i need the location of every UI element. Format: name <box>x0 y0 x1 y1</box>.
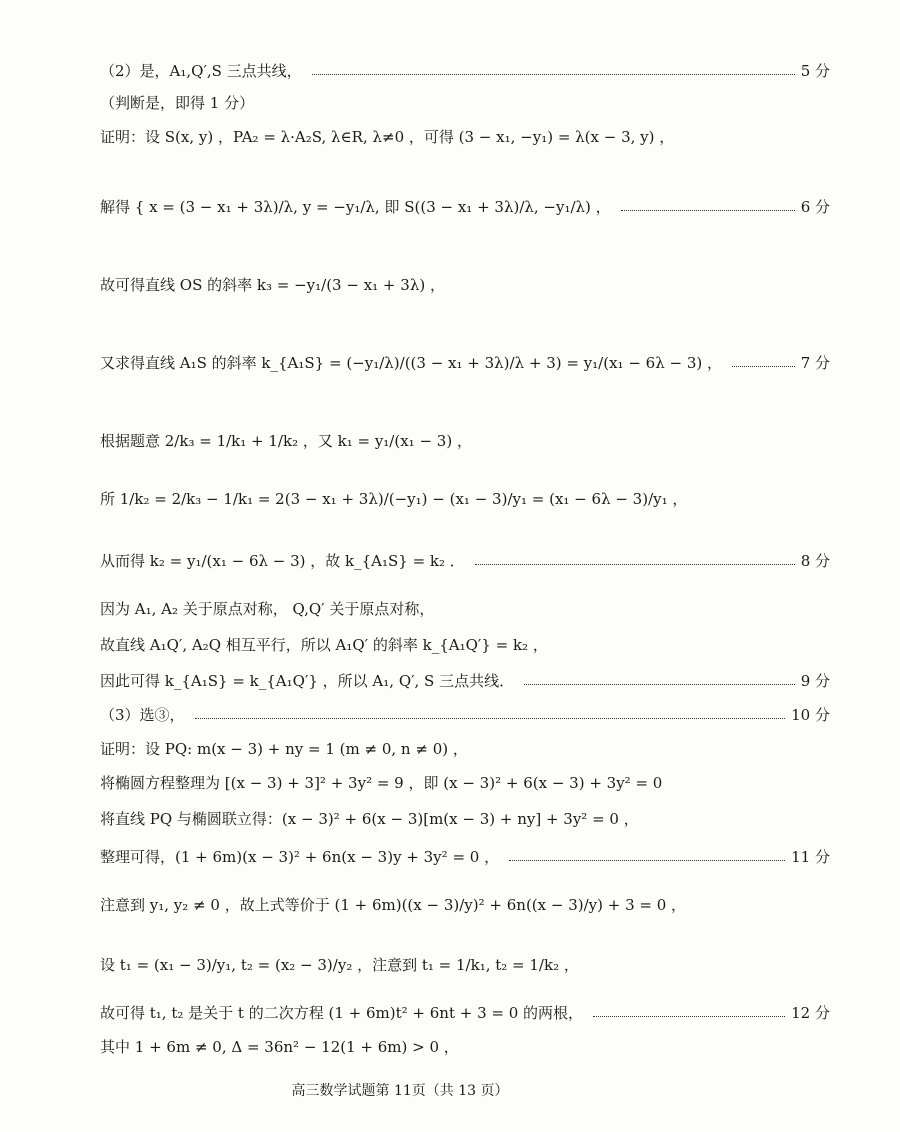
solution-line <box>0 184 900 228</box>
line-text: 将椭圆方程整理为 [(x − 3) + 3]² + 3y² = 9 ，即 (x − 3)² + 6(x − 3) + 3y² = 0 <box>100 773 663 792</box>
line-text: 故直线 A₁Q′, A₂Q 相互平行，所以 A₁Q′ 的斜率 k_{A₁Q′} = k₂ ， <box>100 635 548 654</box>
line-text: 又求得直线 A₁S 的斜率 k_{A₁S} = (−y₁/λ)/((3 − x₁ + 3λ)/λ + 3) = y₁/(x₁ − 6λ − 3) ， <box>100 353 722 372</box>
score-label: 8 分 <box>800 551 830 570</box>
score-label: 7 分 <box>800 353 830 372</box>
line-text: 因为 A₁, A₂ 关于原点对称， Q,Q′ 关于原点对称， <box>100 599 435 618</box>
line-text: 设 t₁ = (x₁ − 3)/y₁, t₂ = (x₂ − 3)/y₂ ，注意到 t₁ = 1/k₁, t₂ = 1/k₂ ， <box>100 955 579 974</box>
solution-line <box>0 114 900 158</box>
line-text: 因此可得 k_{A₁S} = k_{A₁Q′} ，所以 A₁, Q′, S 三点共线． <box>100 671 515 690</box>
dot-leader <box>621 210 795 211</box>
solution-line <box>0 882 900 926</box>
page-footer: 高三数学试题第 11页（共 13 页） <box>291 1083 509 1099</box>
dot-leader <box>732 366 795 367</box>
dot-leader <box>509 860 785 861</box>
score-label: 10 分 <box>791 705 830 724</box>
line-text: 根据题意 2/k₃ = 1/k₁ + 1/k₂ ，又 k₁ = y₁/(x₁ − 3) ， <box>100 431 472 450</box>
dot-leader <box>195 718 786 719</box>
solution-line <box>0 262 900 306</box>
line-text: （3）选③， <box>100 705 185 724</box>
line-text: （2）是，A₁,Q′,S 三点共线， <box>100 61 302 80</box>
dot-leader <box>593 1016 785 1017</box>
line-text: 所 1/k₂ = 2/k₃ − 1/k₁ = 2(3 − x₁ + 3λ)/(−y₁) − (x₁ − 3)/y₁ = (x₁ − 6λ − 3)/y₁ ， <box>100 489 688 508</box>
solution-line <box>0 1024 900 1068</box>
solution-line <box>0 538 900 582</box>
score-label: 5 分 <box>800 61 830 80</box>
line-text: 证明：设 S(x, y) ，PA₂ = λ·A₂S, λ∈R, λ≠0 ，可得 (3 − x₁, −y₁) = λ(x − 3, y) ， <box>100 127 675 146</box>
solution-line <box>0 834 900 878</box>
score-label: 9 分 <box>800 671 830 690</box>
line-text: 解得 { x = (3 − x₁ + 3λ)/λ, y = −y₁/λ, 即 S((3 − x₁ + 3λ)/λ, −y₁/λ) ， <box>100 197 611 216</box>
score-label: 11 分 <box>791 847 830 866</box>
line-text: 注意到 y₁, y₂ ≠ 0 ，故上式等价于 (1 + 6m)((x − 3)/y)² + 6n((x − 3)/y) + 3 = 0 ， <box>100 895 687 914</box>
solution-line <box>0 340 900 384</box>
solution-line <box>0 476 900 520</box>
line-text: 证明：设 PQ: m(x − 3) + ny = 1 (m ≠ 0, n ≠ 0) ， <box>100 739 468 758</box>
solution-line <box>0 418 900 462</box>
line-text: 将直线 PQ 与椭圆联立得：(x − 3)² + 6(x − 3)[m(x − 3) + ny] + 3y² = 0 ， <box>100 809 639 828</box>
dot-leader <box>475 564 795 565</box>
line-text: （判断是，即得 1 分） <box>100 93 255 112</box>
line-text: 故可得 t₁, t₂ 是关于 t 的二次方程 (1 + 6m)t² + 6nt + 3 = 0 的两根， <box>100 1003 584 1022</box>
line-text: 整理可得，(1 + 6m)(x − 3)² + 6n(x − 3)y + 3y² = 0 ， <box>100 847 500 866</box>
score-label: 6 分 <box>800 197 830 216</box>
line-text: 其中 1 + 6m ≠ 0, Δ = 36n² − 12(1 + 6m) > 0 ， <box>100 1037 459 1056</box>
dot-leader <box>312 74 795 75</box>
dot-leader <box>524 684 795 685</box>
solution-line <box>0 942 900 986</box>
line-text: 故可得直线 OS 的斜率 k₃ = −y₁/(3 − x₁ + 3λ) ， <box>100 275 445 294</box>
line-text: 从而得 k₂ = y₁/(x₁ − 6λ − 3) ，故 k_{A₁S} = k₂ ． <box>100 551 465 570</box>
score-label: 12 分 <box>791 1003 830 1022</box>
